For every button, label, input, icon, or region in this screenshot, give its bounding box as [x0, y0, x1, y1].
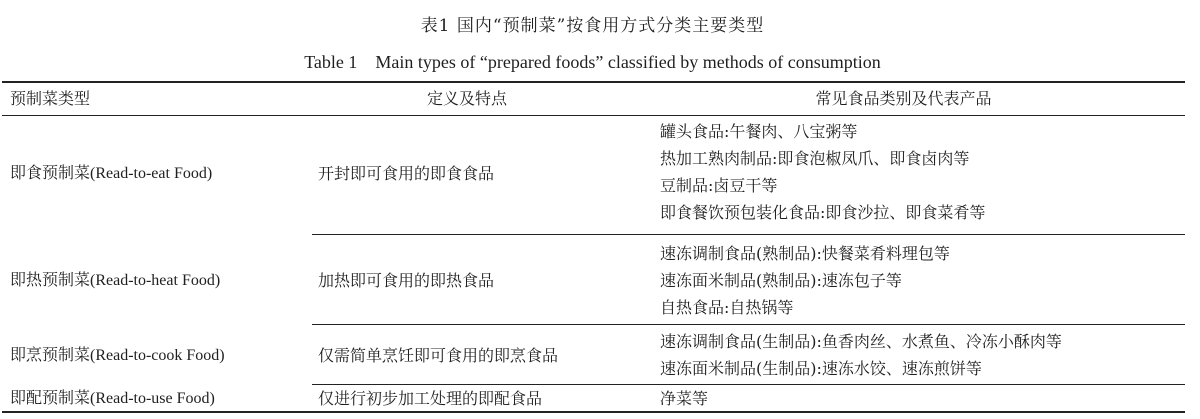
row-divider-1: [312, 234, 1185, 235]
row-divider-2: [312, 324, 1185, 325]
table-title-en: Main types of “prepared foods” classified by methods of consumption: [375, 52, 881, 72]
row-3-products: [660, 328, 1062, 382]
table-top-rule: [2, 81, 1185, 83]
table-caption-en: [0, 50, 1185, 74]
table-title-zh: 国内“预制菜”按食用方式分类主要类型: [456, 16, 765, 36]
row-3-product-1: 速冻调制食品(生制品):鱼香肉丝、水煮鱼、冷冻小酥肉等: [660, 332, 1062, 351]
row-2-product-1: 速冻调制食品(熟制品):快餐菜肴料理包等: [660, 244, 950, 263]
table-label-zh: 表1: [420, 16, 451, 36]
row-1-product-1: 罐头食品:午餐肉、八宝粥等: [660, 122, 858, 141]
table-label-en: Table 1: [304, 52, 358, 72]
row-divider-3: [312, 384, 1185, 385]
header-type: 预制菜类型: [10, 89, 91, 108]
row-4-type: 即配预制菜(Read-to-use Food): [10, 390, 215, 407]
row-1-type: 即食预制菜(Read-to-eat Food): [10, 165, 213, 182]
header-definition: 定义及特点: [426, 89, 507, 108]
row-2-product-2: 速冻面米制品(熟制品):速冻包子等: [660, 271, 902, 290]
row-1-definition: 开封即可食用的即食食品: [318, 164, 495, 183]
row-1-products: [660, 118, 985, 226]
header-products: 常见食品类别及代表产品: [815, 89, 992, 108]
row-2-definition: 加热即可食用的即热食品: [318, 271, 495, 290]
row-3-type: 即烹预制菜(Read-to-cook Food): [10, 347, 225, 364]
row-4-definition: 仅进行初步加工处理的即配食品: [318, 389, 543, 408]
row-2-product-3: 自热食品:自热锅等: [660, 298, 794, 317]
row-1-product-4: 即食餐饮预包装化食品:即食沙拉、即食菜肴等: [660, 203, 986, 222]
row-1-product-3: 豆制品:卤豆干等: [660, 176, 778, 195]
table-caption-zh: [0, 14, 1185, 38]
row-2-type: 即热预制菜(Read-to-heat Food): [10, 272, 221, 289]
row-4-products: [660, 389, 708, 409]
table-header-rule: [2, 115, 1185, 116]
row-4-product-1: 净菜等: [660, 389, 709, 408]
row-2-products: [660, 240, 950, 321]
table-bottom-rule: [2, 411, 1185, 413]
row-3-product-2: 速冻面米制品(生制品):速冻水饺、速冻煎饼等: [660, 359, 982, 378]
row-3-definition: 仅需简单烹饪即可食用的即烹食品: [318, 346, 559, 365]
row-1-product-2: 热加工熟肉制品:即食泡椒凤爪、即食卤肉等: [660, 149, 970, 168]
